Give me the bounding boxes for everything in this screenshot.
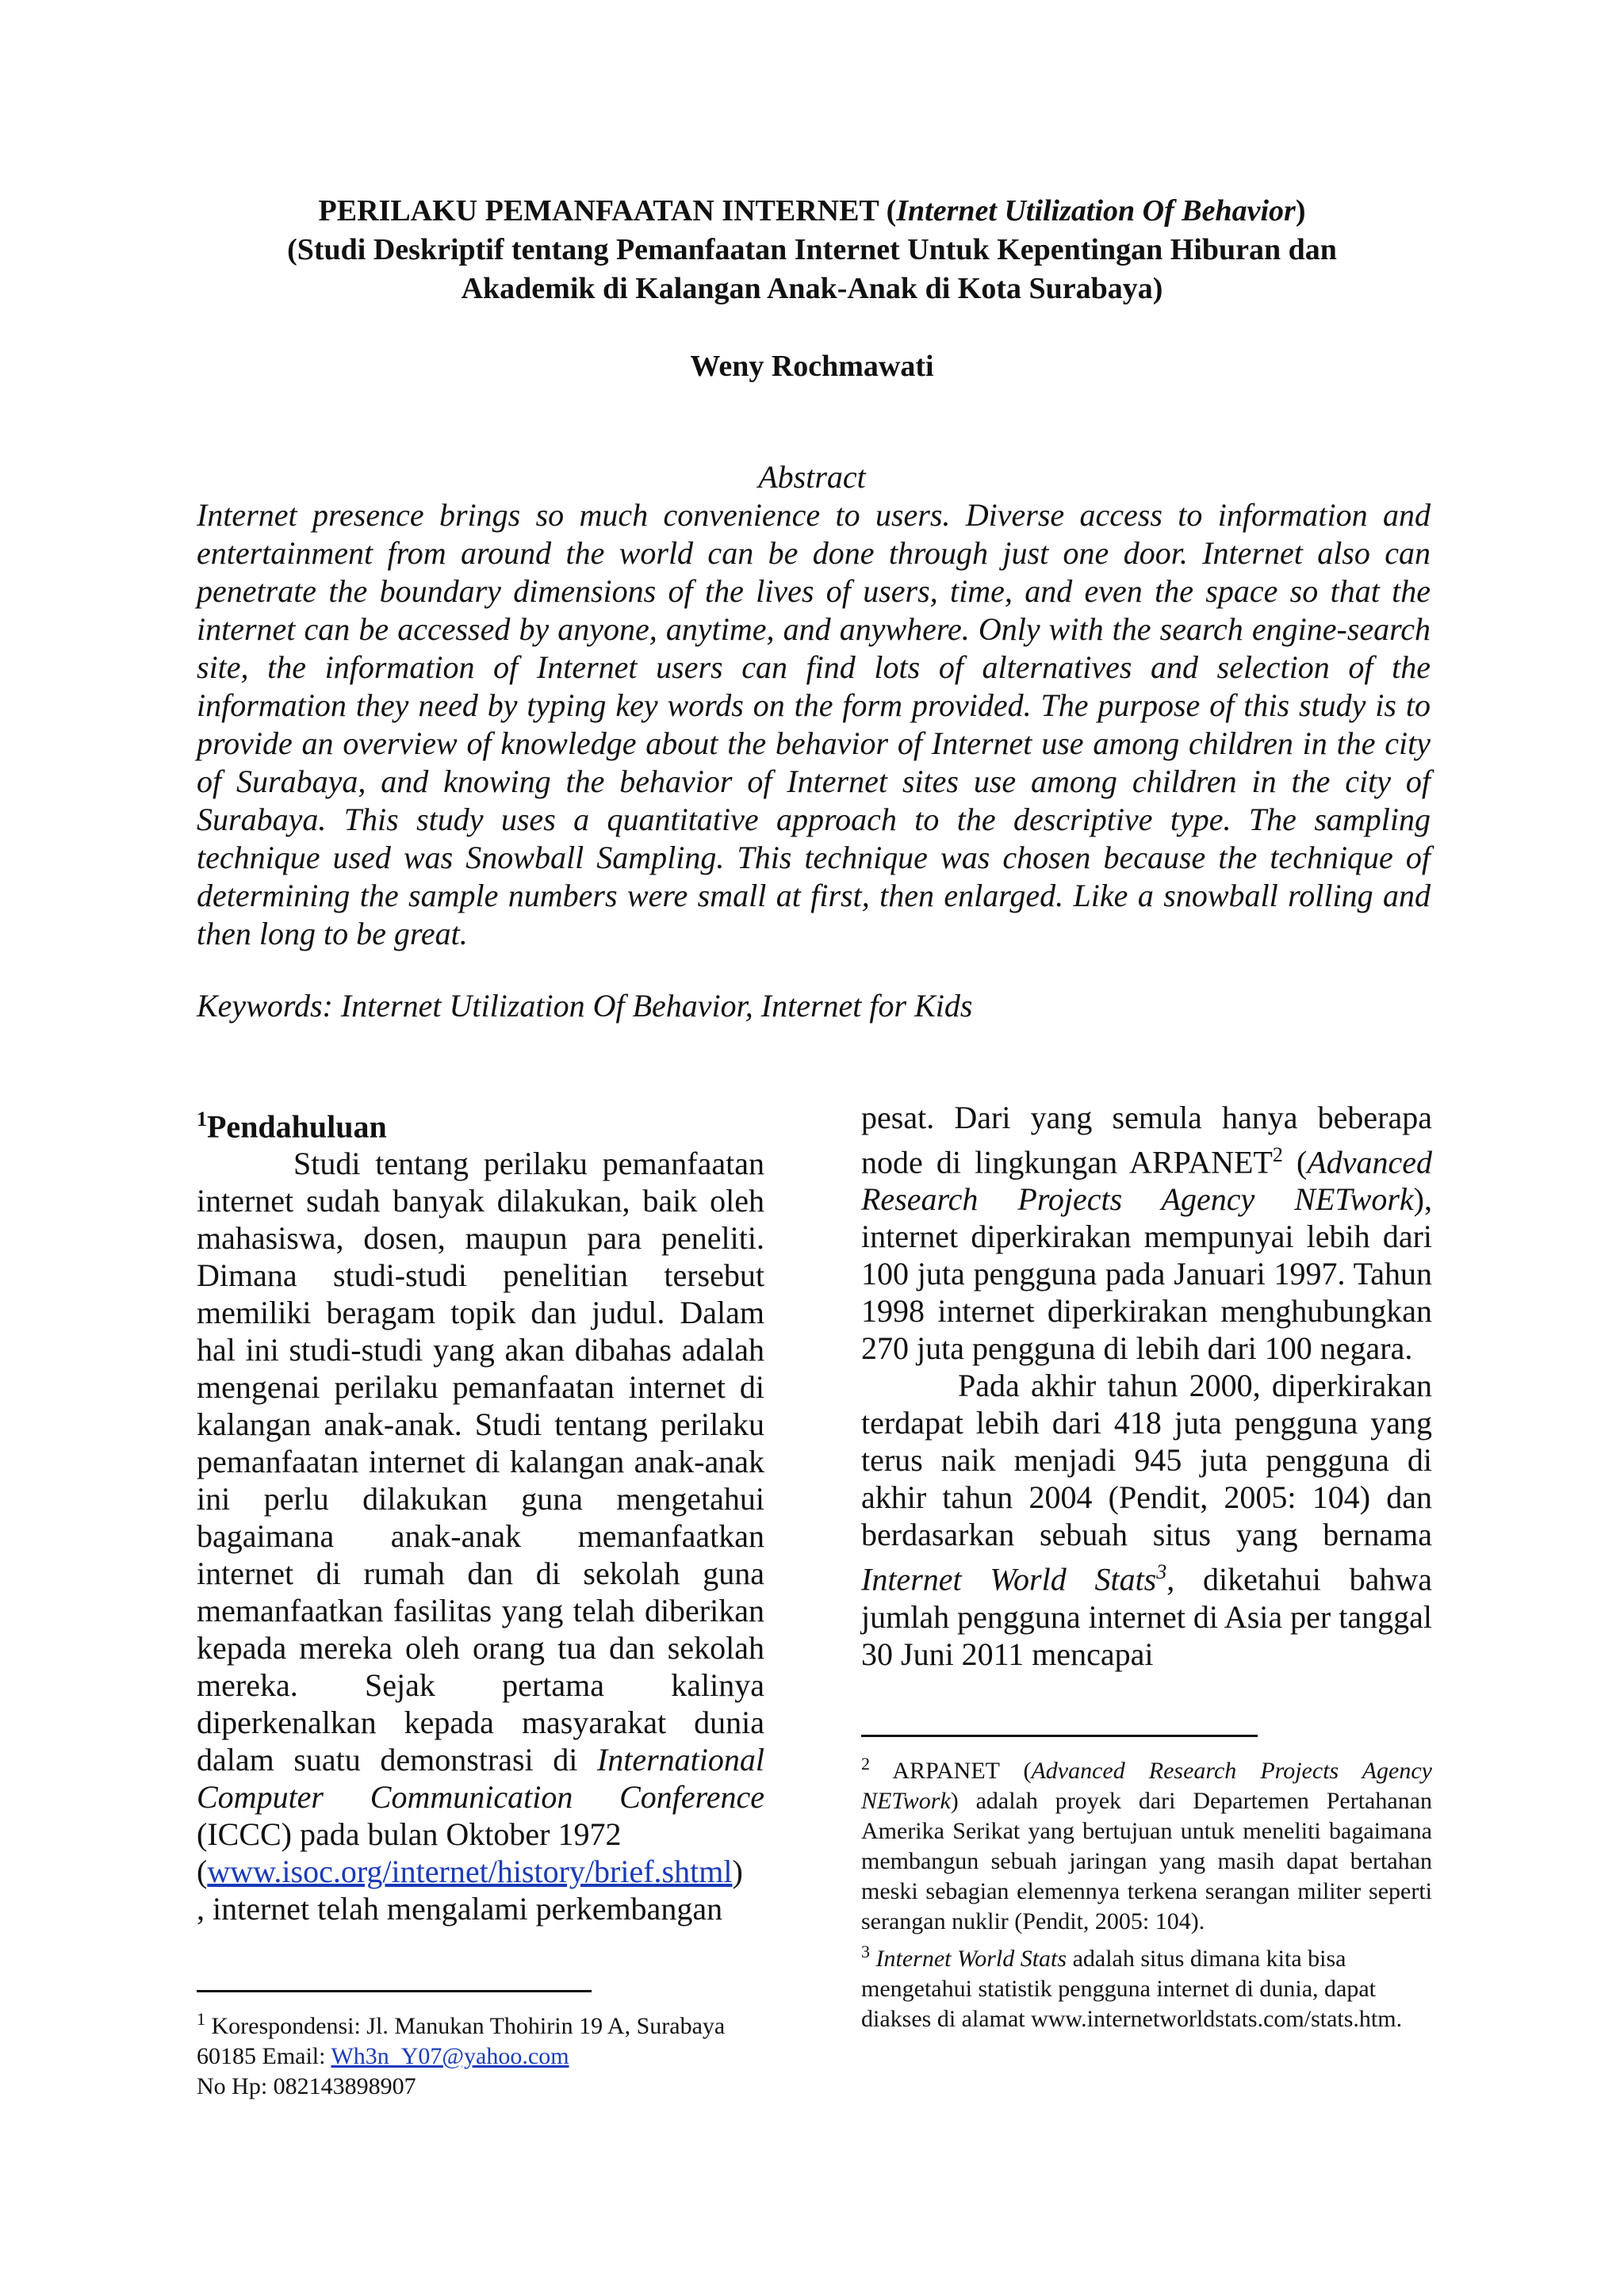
- email-link[interactable]: Wh3n_Y07@yahoo.com: [331, 2043, 569, 2069]
- section-heading: $^1$Pendahuluan: [197, 1108, 387, 1145]
- isoc-link[interactable]: www.isoc.org/internet/history/brief.shtml: [207, 1854, 733, 1890]
- footnote-divider-left: [197, 1990, 592, 1992]
- intro-paragraph: Studi tentang perilaku pemanfaatan internet sudah banyak dilakukan, baik oleh mahasiswa, dosen, maupun para peneliti. Dimana studi-studi penelitian tersebut memiliki beragam topik dan judul. Dalam hal ini studi-studi yang akan dibahas adalah mengenai perilaku pemanfaatan internet di kalangan anak-anak. Studi tentang perilaku pemanfaatan internet di kalangan anak-anak ini perlu dilakukan guna mengetahui bagaimana anak-anak memanfaatkan internet di rumah dan di sekolah guna memanfaatkan fasilitas yang telah diberikan kepada mereka oleh orang tua dan sekolah mereka. Sejak pertama kalinya diperkenalkan kepada masyarakat dunia dalam suatu demonstrasi di International Computer Communication Conference (ICCC) pada bulan Oktober 1972 (www.isoc.org/internet/history/brief.shtml) , internet telah mengalami perkembangan: [197, 1146, 764, 1927]
- footnote-1: $^1$ Korespondensi: Jl. Manukan Thohirin 19 A, Surabaya 60185 Email: Wh3n_Y07@yahoo.com No Hp: 082143898907: [197, 2004, 764, 2102]
- footnote-ref-1[interactable]: 1: [197, 1108, 207, 1131]
- right-paragraph-1: pesat. Dari yang semula hanya beberapa node di lingkungan ARPANET$^2$ (Advanced Research Projects Agency NETwork), internet diperkirakan mempunyai lebih dari 100 juta pengguna pada Januari 1997. Tahun 1998 internet diperkirakan menghubungkan 270 juta pengguna di lebih dari 100 negara.: [861, 1100, 1433, 1367]
- footnote-ref-3[interactable]: 3: [1156, 1560, 1167, 1584]
- footnote-3: $^3$ Internet World Stats adalah situs dimana kita bisa mengetahui statistik pengguna internet di dunia, dapat diakses di alamat www.internetworldstats.com/stats.htm.: [861, 1942, 1403, 2032]
- footnote-divider-right: [861, 1735, 1258, 1737]
- author-name: Weny Rochmawati: [690, 350, 934, 383]
- left-column: [197, 1100, 764, 1927]
- right-paragraph-2: Pada akhir tahun 2000, diperkirakan terdapat lebih dari 418 juta pengguna yang terus naik menjadi 945 juta pengguna di akhir tahun 2004 (Pendit, 2005: 104) dan berdasarkan sebuah situs yang bernama Internet World Stats$^3$, diketahui bahwa jumlah pengguna internet di Asia per tanggal 30 Juni 2011 mencapai: [861, 1368, 1432, 1672]
- phone-number: No Hp: 082143898907: [197, 2073, 416, 2099]
- footnote-ref-2[interactable]: 2: [1272, 1143, 1283, 1166]
- abstract-text: Internet presence brings so much convenience to users. Diverse access to information and entertainment from around the world can be done through just one door. Internet also can penetrate the boundary dimensions of the lives of users, time, and even the space so that the internet can be accessed by anyone, anytime, and anywhere. Only with the search engine-search site, the information of Internet users can find lots of alternatives and selection of the information they need by typing key words on the form provided. The purpose of this study is to provide an overview of knowledge about the behavior of Internet use among children in the city of Surabaya, and knowing the behavior of Internet sites use among children in the city of Surabaya. This study uses a quantitative approach to the descriptive type. The sampling technique used was Snowball Sampling. This technique was chosen because the technique of determining the sample numbers were small at first, then enlarged. Like a snowball rolling and then long to be great.: [197, 497, 1431, 951]
- footnote-2: $^2$ ARPANET (Advanced Research Projects Agency NETwork) adalah proyek dari Departemen Pertahanan Amerika Serikat yang bertujuan untuk meneliti bagaimana membangun sebuah jaringan yang masih dapat bertahan meski sebagian elemennya terkena serangan militer seperti serangan nuklir (Pendit, 2005: 104).: [861, 1754, 1432, 1934]
- title-line-3: Akademik di Kalangan Anak-Anak di Kota Surabaya): [461, 272, 1163, 305]
- paper-title: [198, 192, 1426, 308]
- title-line-1: PERILAKU PEMANFAATAN INTERNET (Internet Utilization Of Behavior): [318, 194, 1306, 228]
- footnotes-right: [861, 1749, 1432, 2034]
- title-line-2: (Studi Deskriptif tentang Pemanfaatan Internet Untuk Kepentingan Hiburan dan: [287, 233, 1337, 266]
- abstract-heading: Abstract: [758, 459, 866, 495]
- keywords: Keywords: Internet Utilization Of Behavior, Internet for Kids: [197, 988, 973, 1024]
- right-column: [861, 1099, 1432, 1673]
